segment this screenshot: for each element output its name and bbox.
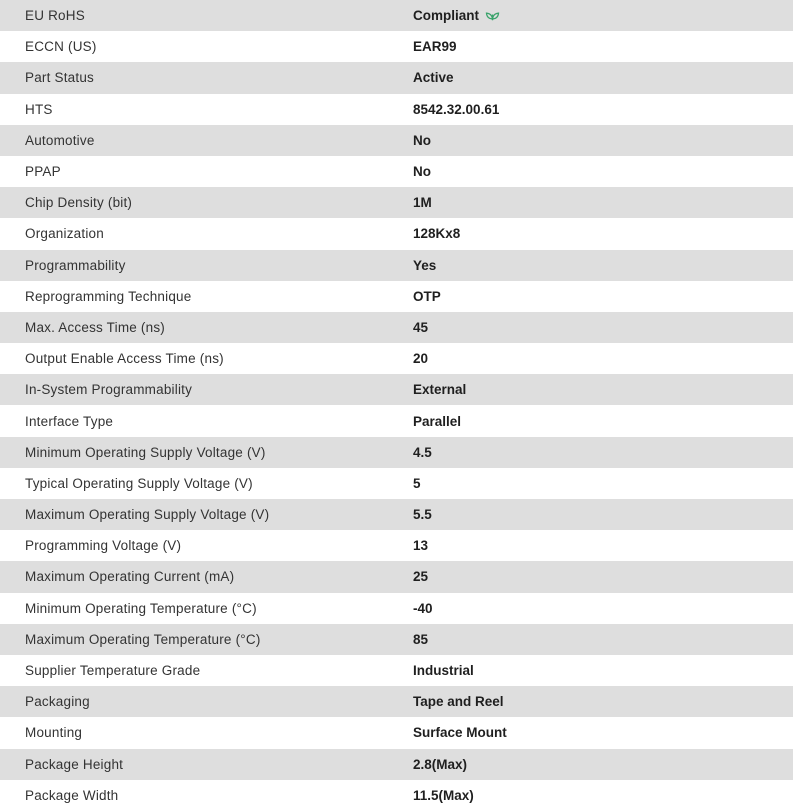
spec-value: Tape and Reel [413, 686, 793, 717]
leaf-icon [485, 9, 500, 21]
spec-label: Minimum Operating Supply Voltage (V) [0, 437, 413, 468]
spec-label: Max. Access Time (ns) [0, 312, 413, 343]
spec-row-automotive [0, 125, 793, 156]
spec-value: No [413, 156, 793, 187]
spec-label: Maximum Operating Temperature (°C) [0, 624, 413, 655]
spec-value: Surface Mount [413, 717, 793, 748]
spec-row-in-system-programmability [0, 374, 793, 405]
spec-label: ECCN (US) [0, 31, 413, 62]
spec-row-typ-supply-voltage [0, 468, 793, 499]
spec-value: 25 [413, 561, 793, 592]
spec-label: Package Height [0, 749, 413, 780]
spec-label: Part Status [0, 62, 413, 93]
spec-value: 128Kx8 [413, 218, 793, 249]
spec-label: Maximum Operating Supply Voltage (V) [0, 499, 413, 530]
spec-label: Minimum Operating Temperature (°C) [0, 593, 413, 624]
spec-value: Industrial [413, 655, 793, 686]
spec-value: 11.5(Max) [413, 780, 793, 810]
spec-value: No [413, 125, 793, 156]
spec-value: 85 [413, 624, 793, 655]
spec-label: Packaging [0, 686, 413, 717]
spec-label: Reprogramming Technique [0, 281, 413, 312]
spec-row-part-status [0, 62, 793, 93]
spec-value: OTP [413, 281, 793, 312]
spec-row-interface-type [0, 405, 793, 436]
spec-value: 8542.32.00.61 [413, 94, 793, 125]
spec-value: 2.8(Max) [413, 749, 793, 780]
spec-label: Organization [0, 218, 413, 249]
spec-label: HTS [0, 94, 413, 125]
spec-value: 5.5 [413, 499, 793, 530]
spec-row-organization [0, 218, 793, 249]
spec-row-ppap [0, 156, 793, 187]
spec-value: 13 [413, 530, 793, 561]
spec-value: Active [413, 62, 793, 93]
spec-label: Programmability [0, 250, 413, 281]
spec-value-cell [413, 0, 793, 31]
spec-row-max-operating-current [0, 561, 793, 592]
spec-row-package-height [0, 749, 793, 780]
spec-value: 45 [413, 312, 793, 343]
spec-value: Parallel [413, 405, 793, 436]
spec-label: Maximum Operating Current (mA) [0, 561, 413, 592]
spec-row-package-width [0, 780, 793, 810]
spec-label: In-System Programmability [0, 374, 413, 405]
spec-row-eu-rohs [0, 0, 793, 31]
spec-value: EAR99 [413, 31, 793, 62]
spec-value: 4.5 [413, 437, 793, 468]
spec-row-programmability [0, 250, 793, 281]
spec-row-packaging [0, 686, 793, 717]
spec-row-chip-density [0, 187, 793, 218]
spec-row-reprogramming-technique [0, 281, 793, 312]
spec-label: Output Enable Access Time (ns) [0, 343, 413, 374]
spec-row-eccn [0, 31, 793, 62]
spec-value: 5 [413, 468, 793, 499]
spec-value: External [413, 374, 793, 405]
spec-row-min-operating-temp [0, 593, 793, 624]
spec-label: PPAP [0, 156, 413, 187]
spec-label: Supplier Temperature Grade [0, 655, 413, 686]
spec-row-max-operating-temp [0, 624, 793, 655]
spec-label: Typical Operating Supply Voltage (V) [0, 468, 413, 499]
spec-value: Compliant [413, 8, 479, 24]
spec-label: Package Width [0, 780, 413, 810]
spec-row-output-enable-access-time [0, 343, 793, 374]
spec-value: Yes [413, 250, 793, 281]
spec-label: Programming Voltage (V) [0, 530, 413, 561]
spec-row-mounting [0, 717, 793, 748]
spec-row-max-supply-voltage [0, 499, 793, 530]
spec-label: EU RoHS [0, 0, 413, 31]
spec-row-programming-voltage [0, 530, 793, 561]
spec-row-min-supply-voltage [0, 437, 793, 468]
spec-row-max-access-time [0, 312, 793, 343]
spec-label: Automotive [0, 125, 413, 156]
spec-label: Interface Type [0, 405, 413, 436]
spec-row-hts [0, 94, 793, 125]
spec-value: 20 [413, 343, 793, 374]
spec-row-supplier-temp-grade [0, 655, 793, 686]
spec-value: 1M [413, 187, 793, 218]
spec-value: -40 [413, 593, 793, 624]
spec-label: Chip Density (bit) [0, 187, 413, 218]
spec-label: Mounting [0, 717, 413, 748]
